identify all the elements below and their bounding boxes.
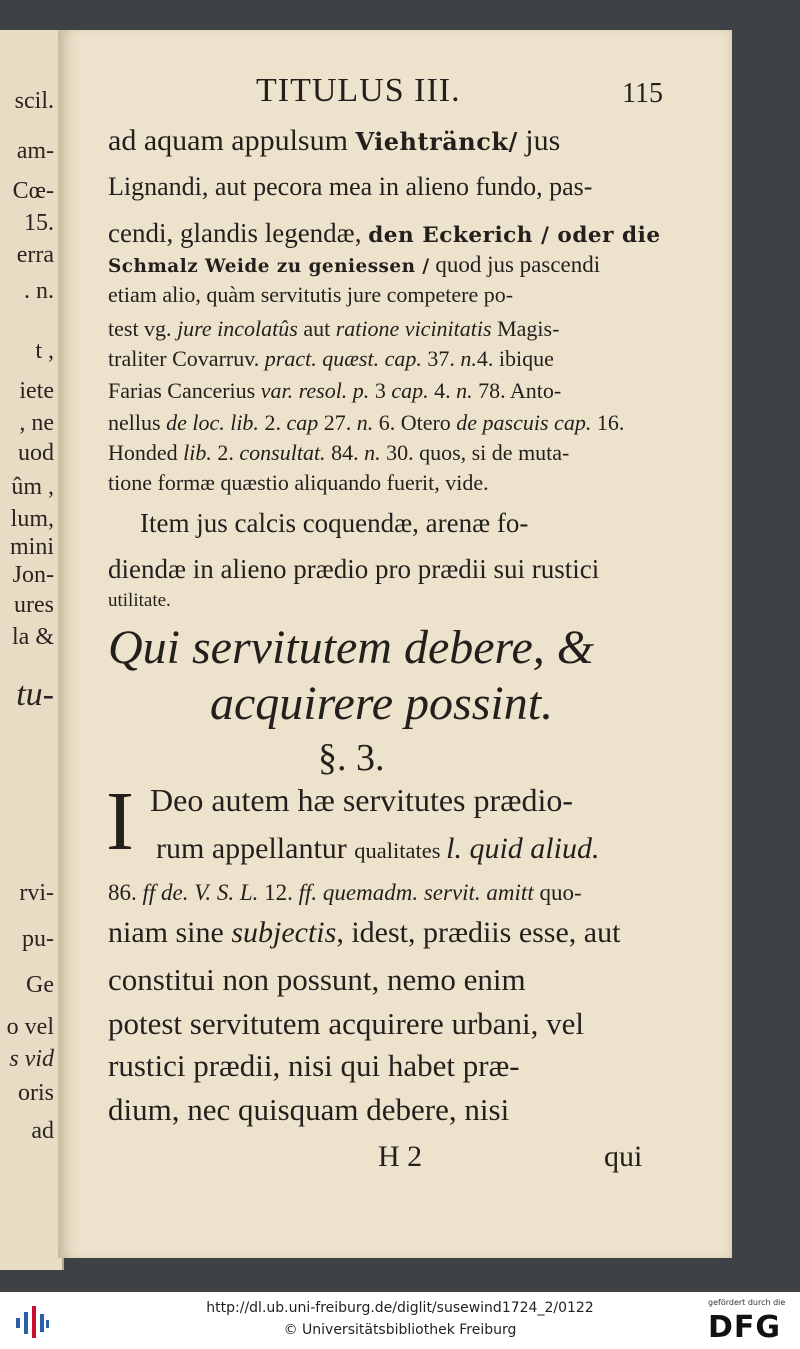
text-span: 12. (258, 880, 299, 905)
text-span: n. (356, 410, 374, 435)
text-span: ff. quemadm. servit. amitt (298, 880, 534, 905)
text-span: rustici prædii, nisi qui habet præ- (108, 1048, 520, 1083)
text-span: Viehtränck/ (355, 127, 518, 156)
left-page-fragment: . n. (24, 278, 54, 304)
left-page-fragment: o vel (6, 1014, 54, 1040)
left-page-fragment: pu- (22, 926, 54, 952)
text-span: n. (364, 440, 381, 465)
text-span: dium, nec quisquam debere, nisi (108, 1092, 510, 1127)
text-span: var. resol. p. (260, 378, 370, 403)
text-span: 2. (258, 410, 287, 435)
text-span: 86. (108, 880, 143, 905)
funding-note: gefördert durch die (708, 1298, 786, 1307)
body2-line (108, 880, 582, 906)
text-span: subjectis (231, 916, 337, 949)
body-line (108, 346, 554, 372)
left-page-fragment: iete (19, 378, 54, 404)
body-line (108, 282, 513, 308)
left-page-fragment: am- (16, 138, 54, 164)
text-span: 30. quos, si de muta- (380, 440, 570, 465)
body-line (108, 124, 560, 158)
text-span: nellus (108, 410, 167, 435)
left-page-fragment: ûm , (11, 474, 54, 500)
left-page-edge (0, 30, 64, 1270)
left-page-fragment: , ne (19, 410, 54, 436)
text-span: n. (460, 346, 477, 371)
left-page-fragment: lum, (10, 506, 54, 532)
section-mark: §. 3. (318, 737, 385, 779)
text-span: utilitate. (108, 590, 171, 611)
text-span: qualitates (354, 838, 447, 863)
text-span: diendæ in alieno prædio pro prædii sui rustici (108, 554, 600, 584)
left-page-fragment: ad (31, 1118, 54, 1144)
left-page-fragment: tu- (16, 676, 54, 713)
left-page-fragment: Jon- (12, 562, 54, 588)
body-line (108, 172, 592, 202)
text-span: 4. ibique (476, 346, 554, 371)
text-span: cendi, glandis legendæ, (108, 218, 369, 248)
text-span: pract. quæst. cap. (264, 346, 422, 371)
text-span: consultat. (239, 440, 326, 465)
body2-line (108, 962, 526, 998)
text-span: Magis- (491, 316, 560, 341)
dfg-logo-icon[interactable] (706, 1308, 792, 1342)
body2-line (108, 1092, 509, 1128)
text-span: de loc. lib. (166, 410, 259, 435)
left-page-fragment: Cœ- (12, 178, 54, 204)
text-span: cap (286, 410, 319, 435)
text-span: Farias Cancerius (108, 378, 261, 403)
body-line (108, 554, 599, 585)
text-span: 3 (369, 378, 392, 403)
text-span: cap. (391, 378, 429, 403)
left-page-fragment: Ge (26, 972, 54, 998)
text-span: 4. (428, 378, 457, 403)
text-span: ad aquam appulsum (108, 124, 356, 157)
text-span: 16. (591, 410, 625, 435)
text-span: potest servitutem acquirere urbani, vel (108, 1006, 585, 1041)
text-span: , idest, prædiis esse, aut (336, 916, 621, 949)
body-line (108, 316, 559, 342)
text-span: constitui non possunt, nemo enim (108, 962, 526, 997)
left-page-fragment: t , (35, 338, 54, 364)
text-span: aut (297, 316, 336, 341)
text-span: niam sine (108, 916, 232, 949)
left-page-fragment: mini (9, 534, 54, 560)
body-line (108, 410, 624, 436)
text-span: test vg. (108, 316, 178, 341)
text-span: traliter Covarruv. (108, 346, 265, 371)
body-line (108, 252, 600, 278)
copyright-text: © Universitätsbibliothek Freiburg (283, 1322, 517, 1338)
body-line (108, 590, 171, 612)
left-page-fragment: scil. (14, 88, 54, 114)
text-span: ratione vicinitatis (335, 316, 492, 341)
left-page-fragment: s vid (9, 1046, 54, 1072)
text-span: l. quid aliud. (446, 832, 600, 865)
body-line (108, 440, 569, 466)
text-span: den Eckerich / oder die (368, 223, 661, 248)
section-heading-line-2: acquirere possint. (210, 677, 554, 730)
page-number: 115 (622, 78, 663, 109)
text-span: tione formæ quæstio aliquando fuerit, vide. (108, 470, 489, 495)
text-span: Honded (108, 440, 184, 465)
text-span: Schmalz Weide zu geniessen / (108, 256, 430, 277)
left-page-fragment: rvi- (19, 880, 54, 906)
text-span: etiam alio, quàm servitutis jure competere po- (108, 282, 514, 307)
signature-mark: H 2 (378, 1140, 423, 1173)
text-span: ff de. V. S. L. (142, 880, 259, 905)
text-span: 84. (325, 440, 365, 465)
drop-cap: I (106, 775, 134, 868)
text-span: Lignandi, aut pecora mea in alieno fundo, pas- (108, 172, 593, 201)
svg-text:DFG: DFG (708, 1310, 782, 1342)
left-page-fragment: uod (18, 440, 54, 466)
body2-line (108, 1048, 520, 1084)
left-page-fragment: erra (16, 242, 54, 268)
body2-line (156, 832, 599, 866)
body2-line (150, 782, 573, 819)
text-span: lib. (183, 440, 212, 465)
body-line (140, 508, 528, 539)
body2-line (108, 916, 620, 950)
text-span: rum appellantur (156, 832, 355, 865)
text-span: Deo autem hæ servitutes prædio- (150, 782, 574, 818)
left-page-fragment: oris (18, 1080, 54, 1106)
left-page-fragment: ures (14, 592, 54, 618)
body-line (108, 470, 489, 496)
text-span: jure incolatûs (177, 316, 298, 341)
text-span: de pascuis cap. (456, 410, 592, 435)
body-line (108, 378, 561, 404)
text-span: 2. (211, 440, 240, 465)
text-span: Item jus calcis coquendæ, arenæ fo- (140, 508, 529, 538)
viewer-footer (0, 1292, 800, 1349)
running-head: TITULUS III. (256, 72, 461, 109)
text-span: 6. Otero (373, 410, 457, 435)
text-span: n. (456, 378, 473, 403)
permalink-url[interactable]: http://dl.ub.uni-freiburg.de/diglit/susewind1724_2/0122 (206, 1300, 594, 1316)
text-span: jus (517, 124, 561, 157)
body2-line (108, 1006, 584, 1042)
text-span: 27. (318, 410, 357, 435)
body-line (108, 218, 661, 249)
catchword: qui (604, 1140, 643, 1173)
section-heading-line-1: Qui servitutem debere, & (108, 621, 595, 674)
left-page-fragment: 15. (24, 210, 54, 236)
text-span: 78. Anto- (472, 378, 562, 403)
text-span: quod jus pascendi (429, 252, 601, 277)
text-span: quo- (533, 880, 582, 905)
left-page-fragment: la & (12, 624, 54, 650)
text-span: 37. (421, 346, 461, 371)
